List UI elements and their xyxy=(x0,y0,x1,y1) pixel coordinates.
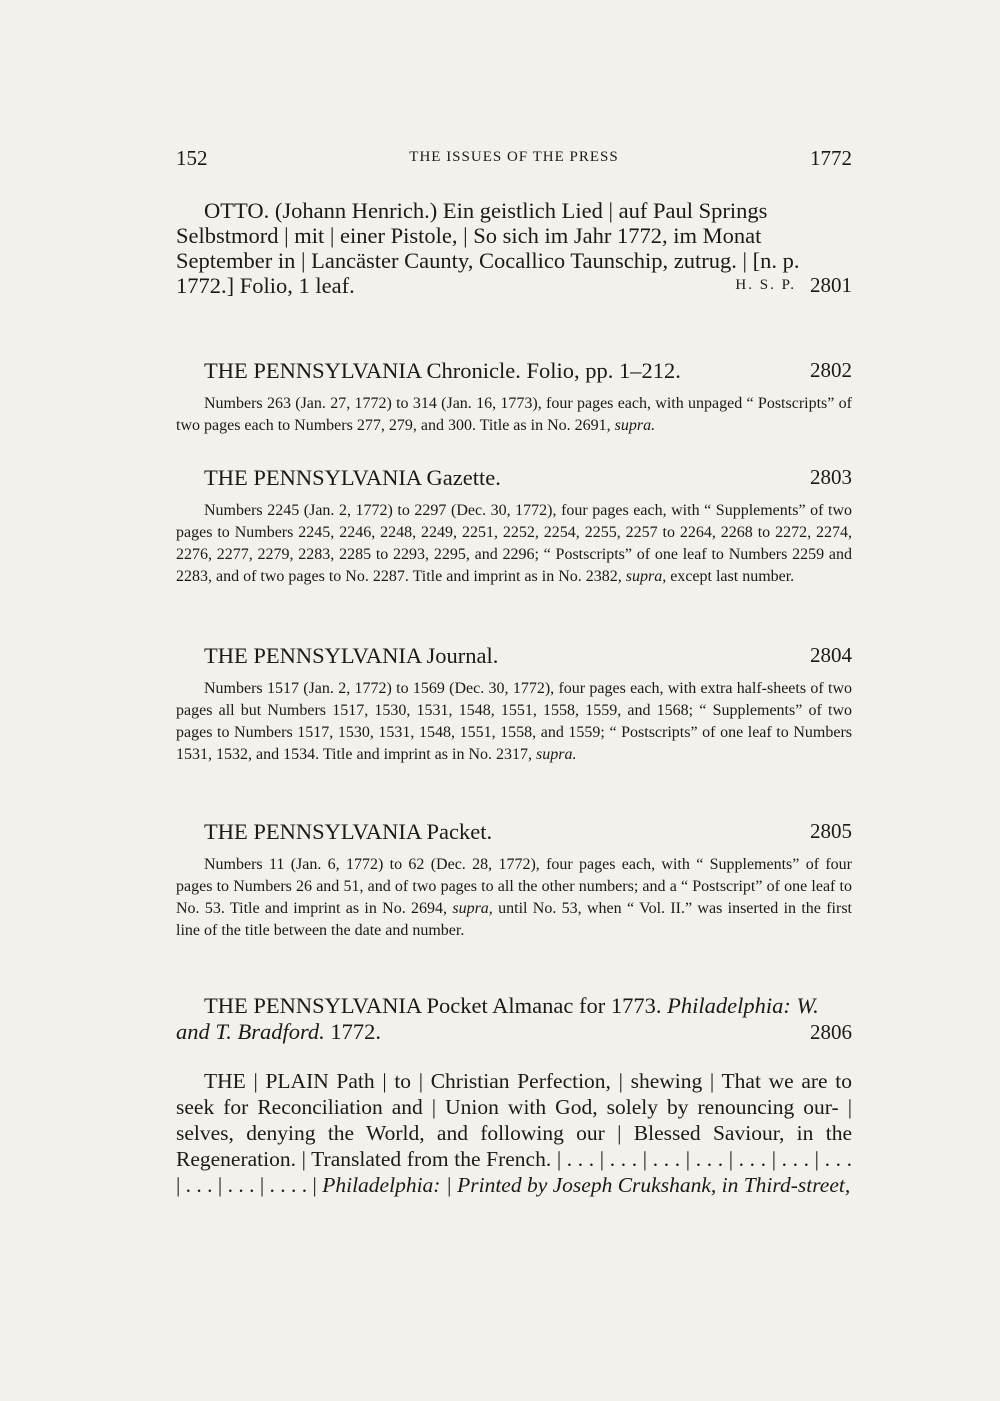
description-italic: supra. xyxy=(536,746,577,763)
entry-heading xyxy=(176,358,852,383)
library-symbol: H. S. P. xyxy=(735,277,796,293)
entry-line-last xyxy=(176,273,852,298)
entry-description xyxy=(176,678,852,766)
running-year: 1772 xyxy=(810,146,852,170)
entry-description xyxy=(176,393,852,437)
entry-heading xyxy=(176,993,852,1045)
entry-line: Selbstmord | mit | einer Pistole, | So sich im Jahr 1772, im Monat xyxy=(176,223,762,248)
entry-2806 xyxy=(176,993,852,1045)
entry-2802 xyxy=(176,358,852,437)
description-text: Numbers 1517 (Jan. 2, 1772) to 1569 (Dec. 30, 1772), four pages each, with extra half-sheets of two pages all but Numbers 1517, 1530, 1531, 1548, 1551, 1558, 1559, and 1568; “ Supplements” of two pages to Numbers 1517, 1530, 1531, 1548, 1551, 1558, and 1559; “ Postscripts” of one leaf to Numbers 1531, 1532, and 1534. Title and imprint as in No. 2317, xyxy=(176,680,852,763)
description-text: Numbers 263 (Jan. 27, 1772) to 314 (Jan. 16, 1773), four pages each, with unpaged “ Postscripts” of two pages each to Numbers 277, 279, and 300. Title as in No. 2691, xyxy=(176,395,852,434)
entry-title: THE PENNSYLVANIA Chronicle. Folio, pp. 1–212. xyxy=(204,358,681,383)
description-text: Numbers 2245 (Jan. 2, 1772) to 2297 (Dec. 30, 1772), four pages each, with “ Supplements” of two pages to Numbers 2245, 2246, 2248, 2249, 2251, 2252, 2254, 2255, 2257 to 2264, 2268 to 2272, 2274, 2276, 2277, 2279, 2283, 2285 to 2293, 2295, and 2296; “ Postscripts” of one leaf to Numbers 2259 and 2283, and of two pages to No. 2287. Title and imprint as in No. 2382, xyxy=(176,502,852,585)
entry-2801 xyxy=(176,198,852,298)
description-italic: supra. xyxy=(614,417,656,434)
entry-number: 2806 xyxy=(810,1020,852,1044)
entry-number: 2802 xyxy=(810,358,852,382)
entry-title: THE PENNSYLVANIA Pocket Almanac for 1773. xyxy=(204,993,668,1018)
entry-title: THE PENNSYLVANIA Gazette. xyxy=(204,465,501,490)
running-title: THE ISSUES OF THE PRESS xyxy=(409,149,619,165)
entry-2805 xyxy=(176,819,852,942)
page-number: 152 xyxy=(176,146,208,170)
entry-title: THE PENNSYLVANIA Journal. xyxy=(204,643,499,668)
entry-2803 xyxy=(176,465,852,588)
entry-line: 1772.] Folio, 1 leaf. xyxy=(176,273,355,298)
entry-imprint-italic: Philadelphia: W. and T. Bradford. xyxy=(176,993,819,1044)
entry-heading xyxy=(176,1068,852,1198)
entry-line: September in | Lancäster Caunty, Cocallico Taunschip, zutrug. | [n. p. xyxy=(176,248,800,273)
entry-line: OTTO. (Johann Henrich.) Ein geistlich Lied | auf Paul Springs xyxy=(204,198,768,223)
description-text-end: except last number. xyxy=(666,568,795,585)
entry-plain-path xyxy=(176,1068,852,1198)
entry-number: 2804 xyxy=(810,643,852,667)
entry-number: 2801 xyxy=(810,273,852,297)
entry-heading xyxy=(176,643,852,668)
running-head xyxy=(176,146,852,176)
entry-title-end: 1772. xyxy=(324,1019,382,1044)
description-text-end: until No. 53, when “ Vol. II.” was inserted in the first line of the title between the date and number. xyxy=(176,900,852,939)
entry-number: 2805 xyxy=(810,819,852,843)
entry-2804 xyxy=(176,643,852,766)
description-italic: supra, xyxy=(452,900,493,917)
entry-imprint-italic: Philadelphia: | Printed by Joseph Crukshank, in Third-street, xyxy=(322,1173,851,1197)
description-text: Numbers 11 (Jan. 6, 1772) to 62 (Dec. 28, 1772), four pages each, with “ Supplements” of four pages to Numbers 26 and 51, and of two pages to all the other numbers; and a “ Postscript” of one leaf to No. 53. Title and imprint as in No. 2694, xyxy=(176,856,852,917)
entry-description xyxy=(176,854,852,942)
entry-title: THE PENNSYLVANIA Packet. xyxy=(204,819,493,844)
entry-heading xyxy=(176,819,852,844)
entry-heading xyxy=(176,465,852,490)
entry-heading xyxy=(176,198,852,298)
entry-number: 2803 xyxy=(810,465,852,489)
entry-description xyxy=(176,500,852,588)
description-italic: supra, xyxy=(625,568,667,585)
entry-title: THE | PLAIN Path | to | Christian Perfection, | shewing | That we are to seek for Reconciliation and | Union with God, solely by renouncing our- | selves, denying the World, and following our | Blessed Saviour, in the Regeneration. | Translated from the French. | . . . | . . . | . . . | . . . | . . . | . . . | . . . | . . . | . . . | . . . . | xyxy=(176,1069,852,1197)
